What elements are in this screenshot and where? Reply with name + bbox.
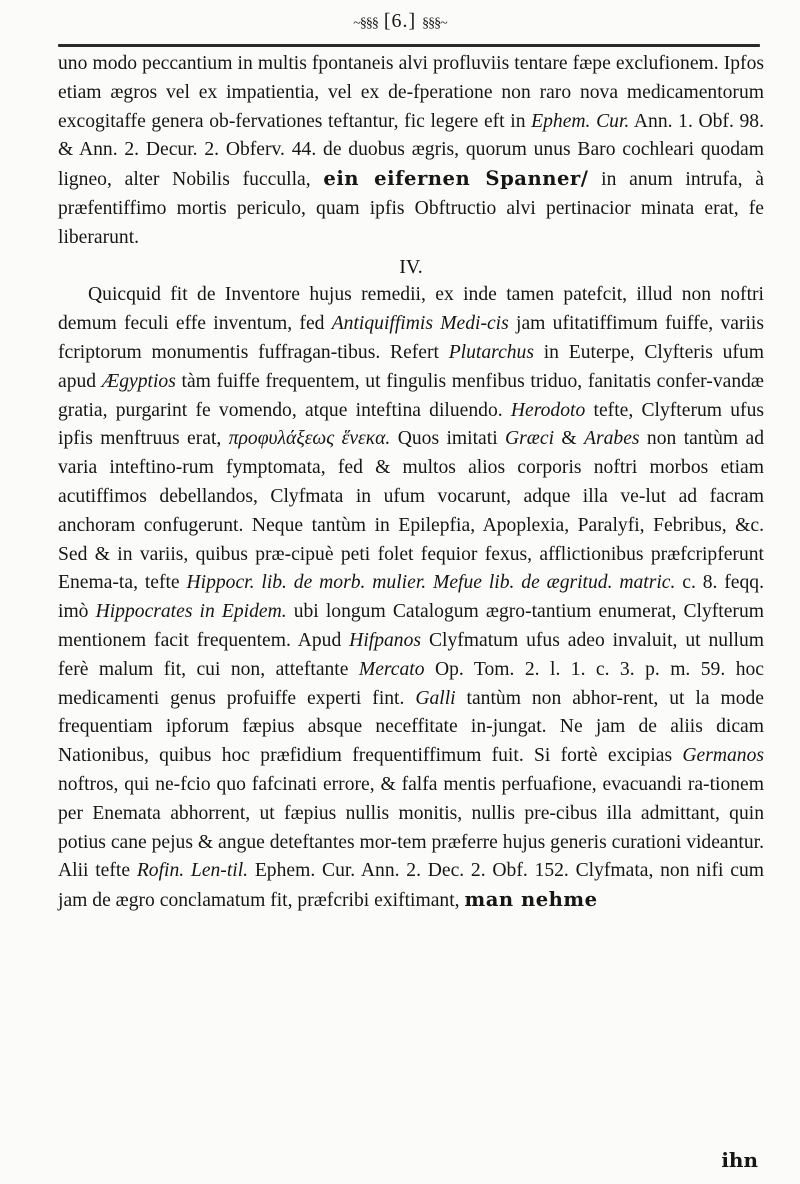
body-text <box>58 50 764 916</box>
italic-text: Plutarchus <box>448 341 534 363</box>
text-segment: noftros, qui ne-fcio quo fafcinati errore, & falfa mentis perfuafione, evacuandi ra-tionem per Enemata abhorrent, ut fæpius nullis monitis, nullis pre-cibus illa admittant, quin potius cane pejus & angue deteftantes mor-tem præferre hujus generis curationi videantur. Alii tefte <box>58 773 764 882</box>
italic-text: Ægyptios <box>101 370 176 392</box>
text-segment: Ann. 1. Obf. 98. & Ann. 2. Decur. 2. Obferv. 44. de duobus ægris, quorum unus Baro cochleari quodam ligneo, alter Nobilis fucculla, <box>58 110 764 191</box>
page-number: [6.] <box>383 10 417 32</box>
page-header <box>0 10 800 33</box>
text-segment: tefte, Clyfterum ufus ipfis menftruus erat, <box>58 399 764 450</box>
italic-text: Germanos <box>682 745 764 767</box>
paragraph-1 <box>58 50 764 253</box>
text-segment: Clyfmatum ufus adeo invaluit, ut nullum ferè malum fit, cui non, atteftante <box>58 629 764 680</box>
italic-text: Galli <box>415 687 456 709</box>
italic-text: Hifpanos <box>349 629 422 651</box>
text-segment: c. 8. feqq. imò <box>58 572 764 623</box>
italic-text: Rofin. Len-til. <box>136 860 249 882</box>
italic-text: Hippocrates in Epidem. <box>95 601 287 623</box>
fraktur-text: man nehme <box>464 888 598 912</box>
text-segment: Op. Tom. 2. l. 1. c. 3. p. m. 59. hoc medicamenti genus profuiffe experti fint. <box>58 658 764 709</box>
header-ornament-left: ~§§§ <box>353 16 378 31</box>
text-segment: & <box>554 428 585 450</box>
header-ornament-right: §§§~ <box>422 16 447 31</box>
italic-text: Antiquiffimis Medi-cis <box>331 313 509 335</box>
greek-text: προφυλάξεως ἕνεκα. <box>228 428 391 450</box>
text-segment: uno modo peccantium in multis fpontaneis alvi profluviis tentare fæpe exclufionem. Ipfos etiam ægros vel ex impatientia, vel ex de-fperatione non raro nova medicamentorum excogitaffe genera ob-fervationes teftantur, fic legere eft in <box>58 53 764 132</box>
italic-text: Hippocr. lib. de morb. mulier. Mefue lib. de ægritud. matric. <box>186 572 676 594</box>
section-number: IV. <box>399 255 423 278</box>
text-segment: Quos imitati <box>390 428 506 450</box>
italic-text: Ephem. Cur. <box>531 110 630 132</box>
italic-text: Mercato <box>358 658 425 680</box>
header-rule <box>58 44 760 47</box>
text-segment: ubi longum Catalogum ægro-tantium enumerat, Clyfterum mentionem facit frequentem. Apud <box>58 601 764 651</box>
text-segment: in anum intrufa, à præfentiffimo mortis periculo, quam ipfis Obftructio alvi pertinacior minata erat, fe liberarunt. <box>58 169 764 248</box>
catchword: ihn <box>721 1148 758 1172</box>
italic-text: Herodoto <box>510 399 586 421</box>
italic-text: Arabes <box>584 428 640 450</box>
text-segment: tàm fuiffe frequentem, ut fingulis menfibus triduo, fanitatis confer-vandæ gratia, purgarint fe vomendo, atque inteftina diluendo. <box>58 370 764 421</box>
paragraph-2 <box>58 281 764 916</box>
text-segment: in Euterpe, Clyfteris ufum apud <box>58 341 764 392</box>
text-segment: Quicquid fit de Inventore hujus remedii, ex inde tamen patefcit, illud non noftri demum feculi effe inventum, fed <box>58 284 764 335</box>
text-segment: non tantùm ad varia inteftino-rum fymptomata, fed & multos alios corporis noftri morbos etiam acutiffimos debellandos, Clyfmata in ufum vocarunt, adque illa ve-lut ad facram anchoram confugerunt. Neque tantùm in Epilepfia, Apoplexia, Paralyfi, Febribus, &c. Sed & in variis, quibus præ-cipuè peti folet fequior fexus, afflictionibus præfcripferunt Enema-ta, tefte <box>58 428 764 594</box>
text-segment: Ephem. Cur. Ann. 2. Dec. 2. Obf. 152. Clyfmata, non nifi cum jam de ægro conclamatum fit, præfcribi exiftimant, <box>58 860 764 912</box>
italic-text: Græci <box>505 428 555 450</box>
text-segment: tantùm non abhor-rent, ut la mode frequentiam ipforum fæpius absque neceffitate in-jungat. Ne jam de aliis dicam Nationibus, quibus hoc præfidium frequentiffimum fuit. Si fortè excipias <box>58 687 764 767</box>
text-segment: jam ufitatiffimum fuiffe, variis fcriptorum monumentis fuffragan-tibus. Refert <box>58 313 764 363</box>
fraktur-text: ein eifernen Spanner/ <box>323 167 589 191</box>
